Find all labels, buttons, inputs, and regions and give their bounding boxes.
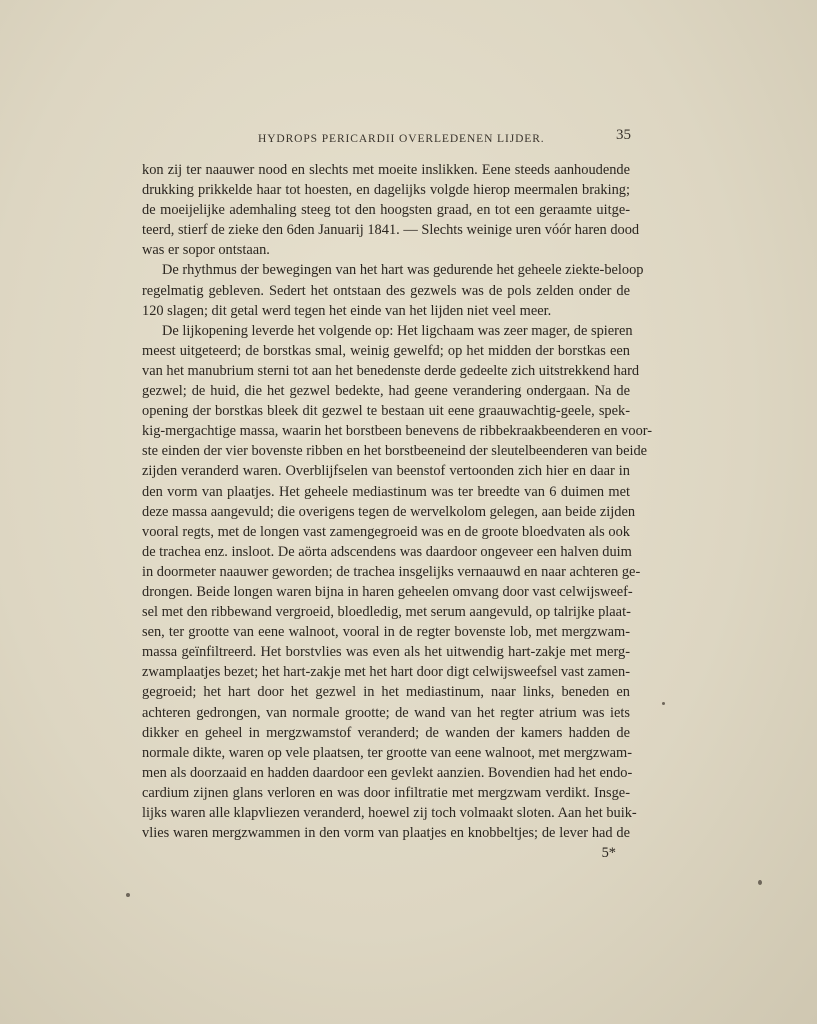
text-line: 120 slagen; dit getal werd tegen het einde van het lijden niet veel meer. <box>142 302 552 319</box>
page-number: 35 <box>616 127 631 143</box>
text-line: zwamplaatjes bezet; het hart-zakje met het hart door digt celwijsweefsel vast zamen- <box>142 664 630 681</box>
paper-speck <box>662 702 665 705</box>
text-line: kon zij ter naauwer nood en slechts met moeite inslikken. Eene steeds aanhoudende <box>142 162 630 178</box>
text-line: ste einden der vier bovenste ribben en het borstbeeneind der sleutelbeenderen van beide <box>142 443 648 460</box>
text-line: zijden veranderd waren. Overblijfselen van beenstof vertoonden zich hier en daar in <box>142 463 630 480</box>
text-line: lijks waren alle klapvliezen veranderd, hoewel zij toch volmaakt sloten. Aan het buik- <box>142 805 637 821</box>
text-line: kig-mergachtige massa, waarin het borstbeen benevens de ribbekraakbeenderen en voor- <box>142 423 653 440</box>
text-line: meest uitgeteerd; de borstkas smal, weinig gewelfd; op het midden der borstkas een <box>142 342 630 359</box>
text-line: regelmatig gebleven. Sedert het ontstaan des gezwels was de pols zelden onder de <box>142 282 630 299</box>
text-line: van het manubrium sterni tot aan het benedenste derde gedeelte zich uitstrekkend hard <box>142 362 640 379</box>
text-line: deze massa aangevuld; die overigens tegen de wervelkolom gelegen, aan beide zijden <box>142 503 636 520</box>
text-line: cardium zijnen glans verloren en was door infiltratie met mergzwam verdikt. Insge- <box>142 784 630 801</box>
body-text <box>142 160 653 863</box>
running-head: HYDROPS PERICARDII OVERLEDENEN LIJDER. <box>258 133 545 145</box>
text-line: was er sopor ontstaan. <box>142 242 270 259</box>
text-line: normale dikte, waren op vele plaatsen, ter grootte van eene walnoot, met mergzwam- <box>142 744 633 761</box>
signature-mark: 5* <box>601 845 616 862</box>
text-line: men als doorzaaid en hadden daardoor een gevlekt aanzien. Bovendien had het endo- <box>142 764 633 781</box>
text-line: in doormeter naauwer geworden; de trachea insgelijks vernaauwd en naar achteren ge- <box>142 563 641 580</box>
text-line: teerd, stierf de zieke den 6den Januarij 1841. — Slechts weinige uren vóór haren dood <box>142 222 640 239</box>
text-line: opening der borstkas bleek dit gezwel te bestaan uit eene graauwachtig-geele, spek- <box>142 403 630 420</box>
text-line: drongen. Beide longen waren bijna in haren geheelen omvang door vast celwijsweef- <box>142 583 633 600</box>
paper-speck <box>126 893 130 897</box>
text-line: vooral regts, met de longen vast zamengegroeid was en de groote bloedvaten als ook <box>142 523 630 540</box>
text-line: achteren gedrongen, van normale grootte; de wand van het regter atrium was iets <box>142 704 630 721</box>
text-line: gegroeid; het hart door het gezwel in het mediastinum, naar links, beneden en <box>142 684 630 701</box>
text-line: dikker en geheel in mergzwamstof veranderd; de wanden der kamers hadden de <box>142 724 630 741</box>
text-line: vlies waren mergzwammen in den vorm van plaatjes en knobbeltjes; de lever had de <box>142 825 630 842</box>
text-line: massa geïnfiltreerd. Het borstvlies was even als het uitwendig hart-zakje met merg- <box>142 644 630 661</box>
text-line: gezwel; de huid, die het gezwel bedekte, had geene verandering ondergaan. Na de <box>142 383 630 400</box>
text-line: de trachea enz. insloot. De aörta adscendens was daardoor ongeveer een halven duim <box>142 543 632 560</box>
text-line: drukking prikkelde haar tot hoesten, en dagelijks volgde hierop meermalen braking; <box>142 182 630 199</box>
text-line: den vorm van plaatjes. Het geheele mediastinum was ter breedte van 6 duimen met <box>142 483 630 500</box>
paper-speck <box>758 880 762 885</box>
text-line: de moeijelijke ademhaling steeg tot den hoogsten graad, en tot een geraamte uitge- <box>142 202 630 219</box>
text-line: sen, ter grootte van eene walnoot, vooral in de regter bovenste lob, met mergzwam- <box>142 624 630 641</box>
text-line: sel met den ribbewand vergroeid, bloedledig, met serum aangevuld, op talrijke plaat- <box>142 604 631 621</box>
text-line: De lijkopening leverde het volgende op: Het ligchaam was zeer mager, de spieren <box>162 322 633 339</box>
text-line: De rhythmus der bewegingen van het hart was gedurende het geheele ziekte-beloop <box>162 262 644 279</box>
